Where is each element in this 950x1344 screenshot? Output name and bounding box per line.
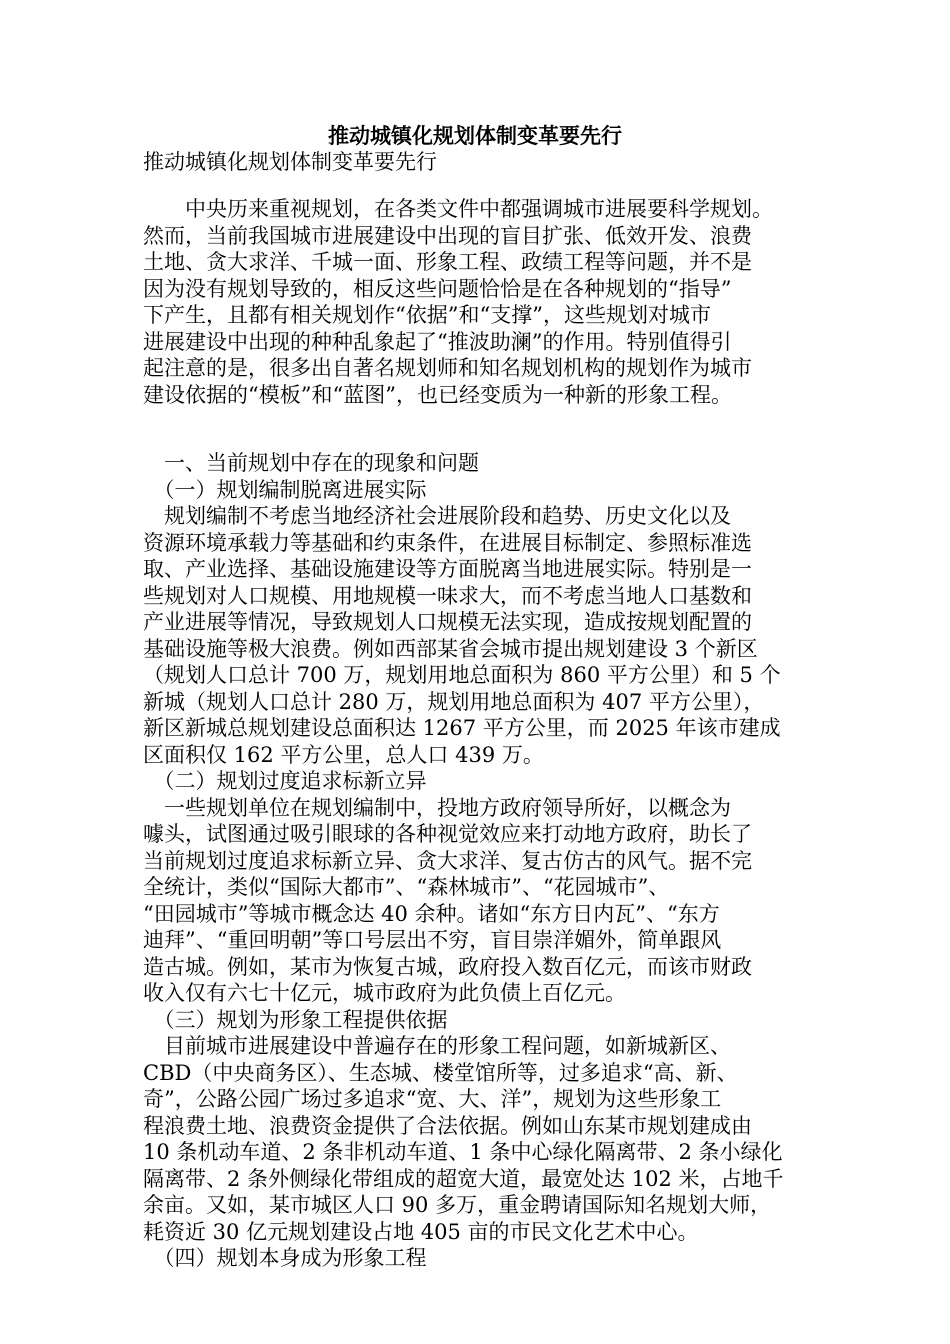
intro-line: 建设依据的“模板”和“蓝图”，也已经变质为一种新的形象工程。 xyxy=(143,382,732,407)
sub1-line: 产业进展等情况，导致规划人口规模无法实现，造成按规划配置的 xyxy=(143,610,752,634)
sub3-line: 隔离带、2 条外侧绿化带组成的超宽大道，最宽处达 102 米，占地千 xyxy=(143,1166,784,1191)
sub1-line: 区面积仅 162 平方公里，总人口 439 万。 xyxy=(143,742,544,767)
subsection-heading-4: （四）规划本身成为形象工程 xyxy=(143,1246,427,1270)
intro-paragraph xyxy=(143,196,823,408)
sub3-line: 程浪费土地、浪费资金提供了合法依据。例如山东某市规划建成由 xyxy=(143,1113,752,1138)
sub3-line: CBD（中央商务区）、生态城、楼堂馆所等，过多追求“高、新、 xyxy=(143,1060,738,1085)
intro-line: 中央历来重视规划，在各类文件中都强调城市进展要科学规划。 xyxy=(143,197,773,221)
sub1-line: 规划编制不考虑当地经济社会进展阶段和趋势、历史文化以及 xyxy=(143,504,731,528)
sub3-line: 耗资近 30 亿元规划建设占地 405 亩的市民文化艺术中心。 xyxy=(143,1219,699,1244)
section-one xyxy=(143,450,823,1272)
sub2-line: 迪拜”、“重回明朝”等口号层出不穷，盲目崇洋媚外，简单跟风 xyxy=(143,928,722,952)
intro-line: 然而，当前我国城市进展建设中出现的盲目扩张、低效开发、浪费 xyxy=(143,223,752,248)
document-subtitle: 推动城镇化规划体制变革要先行 xyxy=(143,150,437,174)
sub2-line: 全统计，类似“国际大都市”、“森林城市”、“花园城市”、 xyxy=(143,875,670,899)
document-title: 推动城镇化规划体制变革要先行 xyxy=(328,123,622,148)
sub2-line: “田园城市”等城市概念达 40 余种。诸如“东方日内瓦”、“东方 xyxy=(143,901,720,926)
subsection-heading-2: （二）规划过度追求标新立异 xyxy=(143,769,427,793)
sub2-line: 一些规划单位在规划编制中，投地方政府领导所好，以概念为 xyxy=(143,795,731,820)
sub1-line: 取、产业选择、基础设施建设等方面脱离当地进展实际。特别是一 xyxy=(143,557,752,581)
sub2-line: 噱头，试图通过吸引眼球的各种视觉效应来打动地方政府，助长了 xyxy=(143,822,752,846)
sub1-line: （规划人口总计 700 万，规划用地总面积为 860 平方公里）和 5 个 xyxy=(143,663,781,687)
sub3-line: 目前城市进展建设中普遍存在的形象工程问题，如新城新区、 xyxy=(143,1034,731,1058)
sub3-line: 10 条机动车道、2 条非机动车道、1 条中心绿化隔离带、2 条小绿化 xyxy=(143,1140,783,1164)
sub1-line: 新区新城总规划建设总面积达 1267 平方公里，而 2025 年该市建成 xyxy=(143,716,781,740)
subsection-heading-1: （一）规划编制脱离进展实际 xyxy=(143,477,427,502)
sub1-line: 新城（规划人口总计 280 万，规划用地总面积为 407 平方公里）， xyxy=(143,689,765,714)
sub3-line: 奇”，公路公园广场过多追求“宽、大、洋”，规划为这些形象工 xyxy=(143,1087,722,1111)
sub2-line: 当前规划过度追求标新立异、贪大求洋、复古仿古的风气。据不完 xyxy=(143,848,752,873)
section-heading: 一、当前规划中存在的现象和问题 xyxy=(143,451,479,475)
intro-line: 起注意的是，很多出自著名规划师和知名规划机构的规划作为城市 xyxy=(143,356,752,380)
intro-line: 土地、贪大求洋、千城一面、形象工程、政绩工程等问题，并不是 xyxy=(143,250,752,274)
subsection-heading-3: （三）规划为形象工程提供依据 xyxy=(143,1007,448,1032)
sub2-line: 收入仅有六七十亿元，城市政府为此负债上百亿元。 xyxy=(143,981,626,1005)
sub1-line: 些规划对人口规模、用地规模一味求大，而不考虑当地人口基数和 xyxy=(143,583,752,608)
sub3-line: 余亩。又如，某市城区人口 90 多万，重金聘请国际知名规划大师， xyxy=(143,1193,772,1217)
sub1-line: 资源环境承载力等基础和约束条件，在进展目标制定、参照标准选 xyxy=(143,530,752,555)
sub1-line: 基础设施等极大浪费。例如西部某省会城市提出规划建设 3 个新区 xyxy=(143,636,758,661)
sub2-line: 造古城。例如，某市为恢复古城，政府投入数百亿元，而该市财政 xyxy=(143,954,752,979)
intro-line: 因为没有规划导致的，相反这些问题恰恰是在各种规划的“指导” xyxy=(143,276,732,301)
intro-line: 进展建设中出现的种种乱象起了“推波助澜”的作用。特别值得引 xyxy=(143,329,732,354)
intro-line: 下产生，且都有相关规划作“依据”和“支撑”，这些规划对城市 xyxy=(143,303,711,327)
